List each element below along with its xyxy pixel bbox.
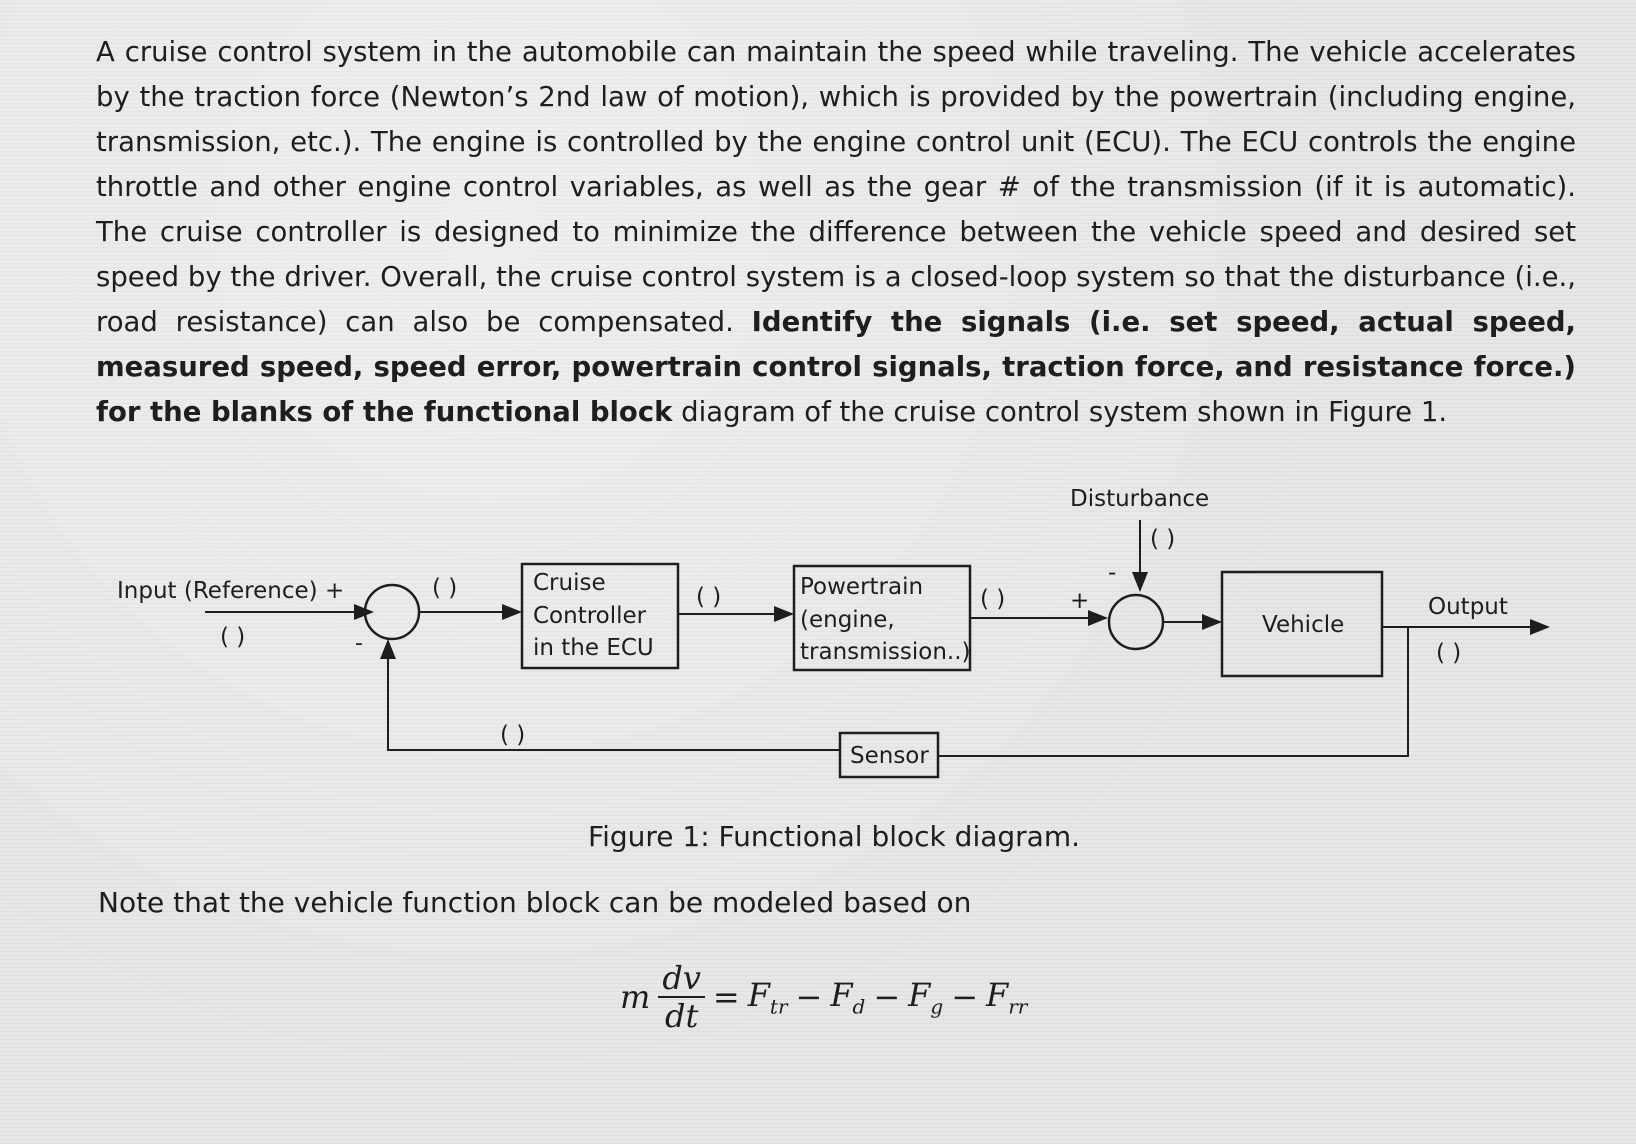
disturbance-label: Disturbance <box>1070 486 1210 512</box>
term-drag-symbol: F <box>830 975 853 1014</box>
error-blank: ( ) <box>432 575 458 601</box>
term-rolling-symbol: F <box>986 975 1009 1014</box>
note-text: Note that the vehicle function block can be modeled based on <box>98 886 972 919</box>
term-traction-sub: tr <box>769 994 788 1019</box>
cruise-controller-line-3: in the ECU <box>533 635 654 661</box>
term-grade-sub: g <box>930 994 944 1019</box>
mass-symbol: m <box>620 978 651 1016</box>
powertrain-line-3: transmission..) <box>800 639 971 665</box>
derivative-fraction <box>658 960 705 1034</box>
traction-force-blank: ( ) <box>980 586 1006 612</box>
powertrain-line-2: (engine, <box>800 607 895 633</box>
input-blank: ( ) <box>220 624 246 650</box>
minus-sign-2: - <box>1108 560 1117 586</box>
term-rolling-sub: rr <box>1008 994 1028 1019</box>
fraction-numerator: dv <box>658 960 705 998</box>
cruise-controller-line-1: Cruise <box>533 570 606 596</box>
term-drag <box>830 976 865 1018</box>
minus-op-2: − <box>873 978 901 1016</box>
term-grade <box>908 976 943 1018</box>
output-blank: ( ) <box>1436 640 1462 666</box>
figure-caption: Figure 1: Functional block diagram. <box>588 820 1080 853</box>
term-grade-symbol: F <box>908 975 931 1014</box>
term-traction-symbol: F <box>747 975 770 1014</box>
term-rolling <box>986 976 1027 1018</box>
cruise-controller-line-2: Controller <box>533 603 647 629</box>
fraction-denominator: dt <box>664 997 699 1035</box>
minus-op-3: − <box>951 978 978 1016</box>
summing-junction-2 <box>1109 595 1163 649</box>
paragraph-bold-text: Identify the signals (i.e. set speed, actual speed, measured speed, speed error, powertrain control signals, traction force, and resistance force.) for the blanks of the functional block <box>96 306 1576 428</box>
minus-op-1: − <box>795 978 823 1016</box>
paragraph-text-a: A cruise control system in the automobile can maintain the speed while traveling. The vehicle accelerates by the traction force (Newton’s 2nd law of motion), which is provided by the powertrain (including engine, transmission, etc.). The engine is controlled by the engine control unit (ECU). The ECU controls the engine throttle and other engine control variables, as well as the gear # of the transmission (if it is automatic). The cruise controller is designed to minimize the difference between the vehicle speed and desired set speed by the driver. Overall, the cruise control system is a closed-loop system so that the disturbance (i.e., road resistance) can also be compensated. <box>96 36 1576 338</box>
feedback-blank: ( ) <box>500 722 526 748</box>
powertrain-line-1: Powertrain <box>800 574 924 600</box>
paragraph-text-b: diagram of the cruise control system shown in Figure 1. <box>672 396 1448 428</box>
plus-sign-2: + <box>1070 588 1090 614</box>
disturbance-blank: ( ) <box>1150 526 1176 552</box>
vehicle-label: Vehicle <box>1262 612 1345 638</box>
output-label: Output <box>1428 594 1508 620</box>
sensor-label: Sensor <box>850 743 929 769</box>
term-traction <box>748 976 788 1018</box>
minus-sign-1: - <box>355 631 363 656</box>
feedback-path-right <box>938 627 1408 756</box>
term-drag-sub: d <box>852 994 866 1019</box>
control-signal-blank: ( ) <box>696 584 722 610</box>
equals-sign: = <box>712 978 740 1016</box>
input-label: Input (Reference) + <box>117 578 345 604</box>
vehicle-equation <box>620 960 1027 1034</box>
summing-junction-1 <box>365 585 419 639</box>
